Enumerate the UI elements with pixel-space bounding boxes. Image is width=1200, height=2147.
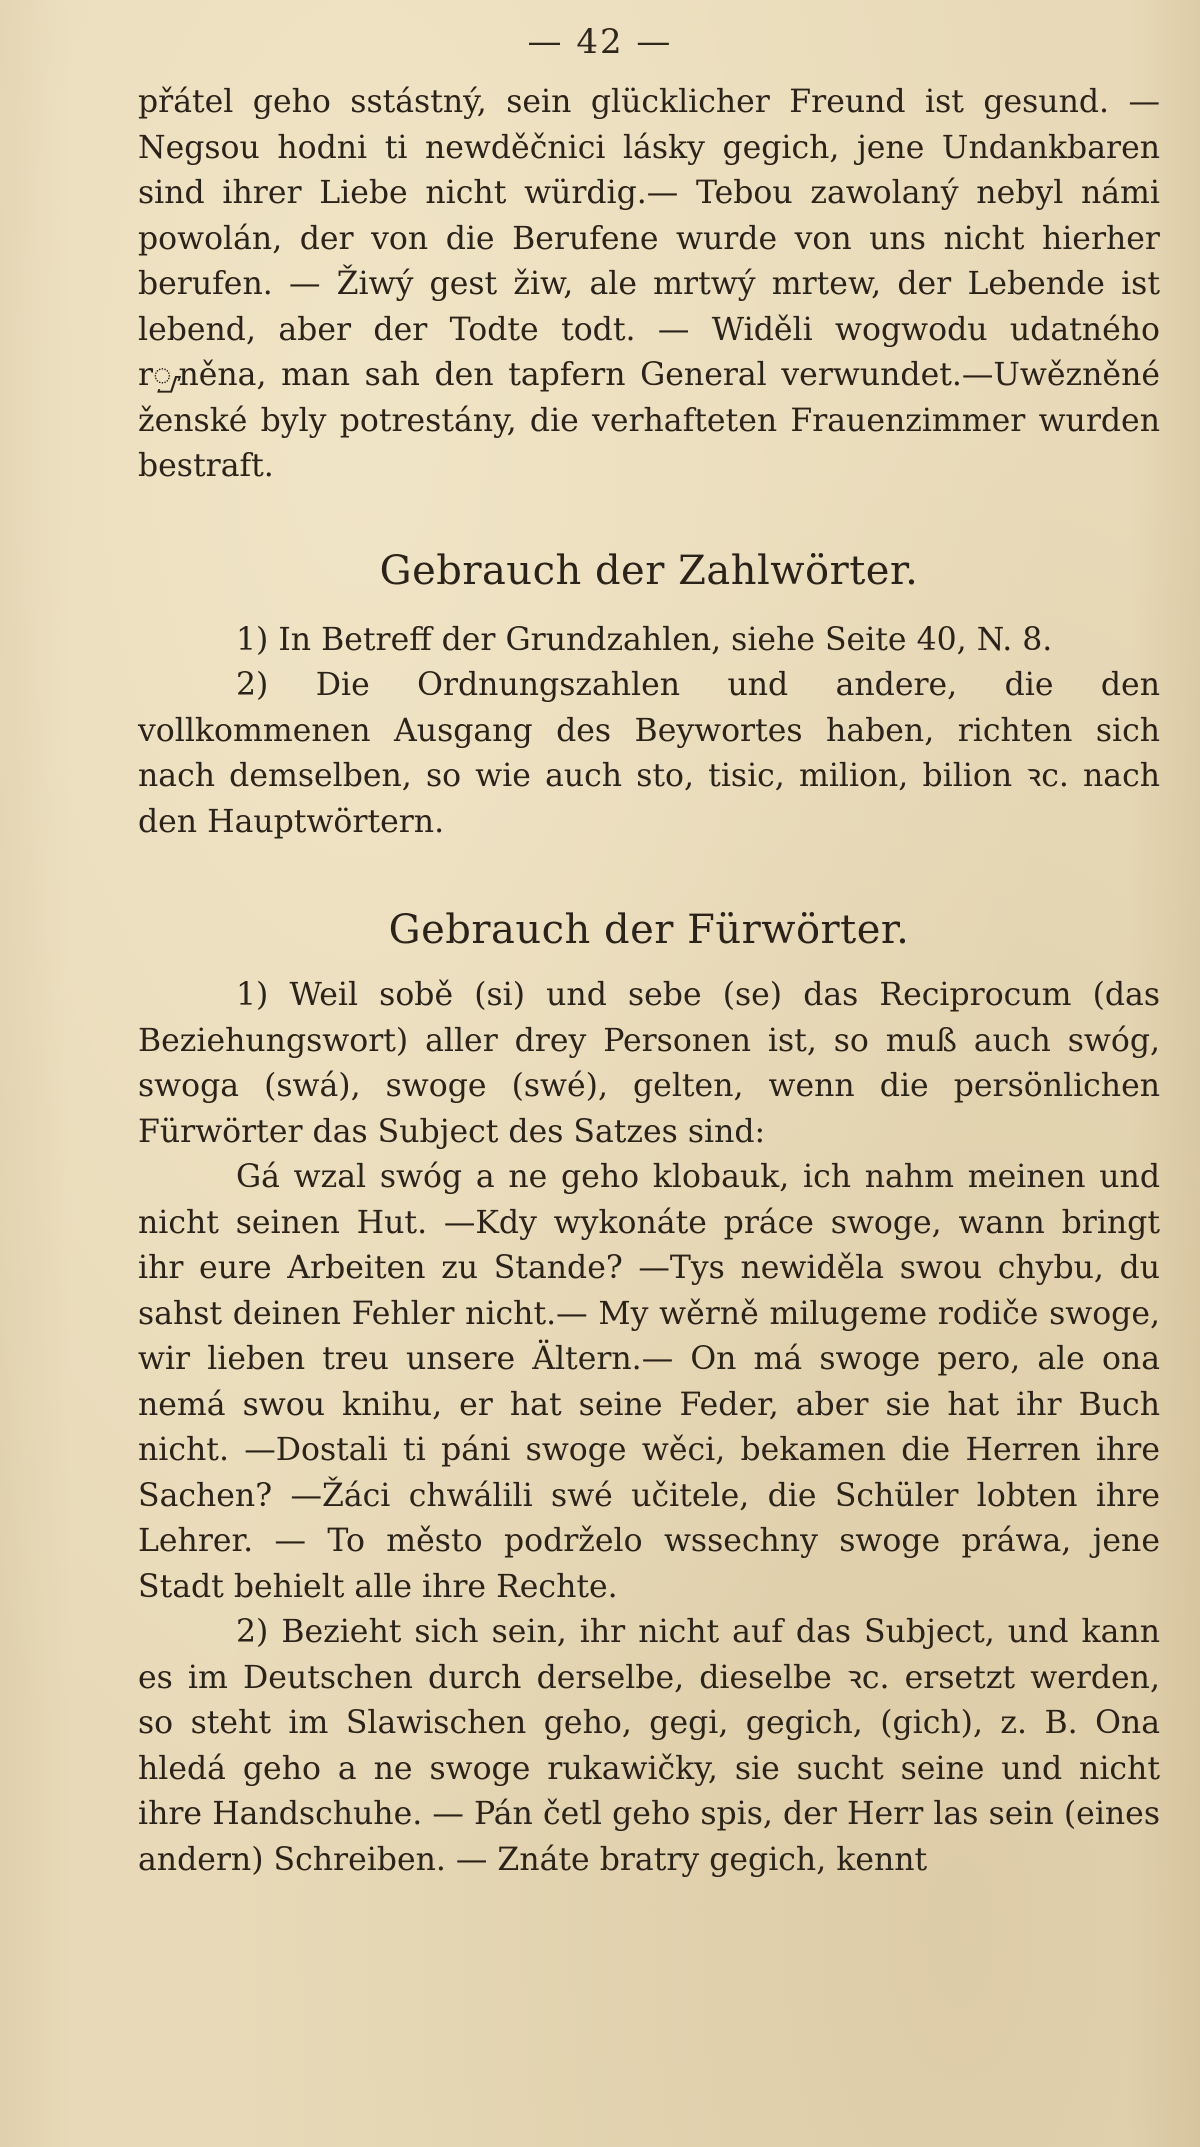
paragraph-pronouns-1: 1) Weil sobě (si) und sebe (se) das Reciprocum (das Beziehungswort) aller drey Personen ist, so muß auch swóg, swoga (swá), swoge (swé), gelten, wenn die persönlichen Fürwörter das Subject des Satzes sind: xyxy=(138,977,1160,1150)
heading-numerals: Gebrauch der Zahlwörter. xyxy=(379,547,919,594)
paragraph-pronouns-2: 2) Bezieht sich sein, ihr nicht auf das Subject, und kann es im Deutschen durch derselbe, dieselbe ꝛc. ersetzt werden, so steht im Slawischen geho, gegi, gegich, (gich), z. B. Ona hledá geho a ne swoge rukawičky, sie sucht seine und nicht ihre Handschuhe. — Pán četl geho spis, der Herr las sein (eines andern) Schreiben. — Znáte bratry gegich, kennt xyxy=(138,1614,1160,1878)
paragraph-examples: přátel geho sstástný, sein glücklicher Freund ist gesund. —Negsou hodni ti newděčnici lásky gegich, jene Undankbaren sind ihrer Liebe nicht würdig.— Tebou zawolaný nebyl námi powolán, der von die Berufene wurde von uns nicht hierher berufen. — Žiwý gest žiw, ale mrtwý mrtew, der Lebende ist lebend, aber der Todte todt. — Widěli wogwodu udatného rᮡněna, man sah den tapfern General verwundet.—Uwězněné ženské byly potrestány, die verhafteten Frauenzimmer wurden bestraft. xyxy=(138,84,1160,484)
paragraph-pronoun-examples: Gá wzal swóg a ne geho klobauk, ich nahm meinen und nicht seinen Hut. —Kdy wykonáte práce swoge, wann bringt ihr eure Arbeiten zu Stande? —Tys newiděla swou chybu, du sahst deinen Fehler nicht.— My wěrně milugeme rodiče swoge, wir lieben treu unsere Ältern.— On má swoge pero, ale ona nemá swou knihu, er hat seine Feder, aber sie hat ihr Buch nicht. —Dostali ti páni swoge wěci, bekamen die Herren ihre Sachen? —Žáci chwálili swé učitele, die Schüler lobten ihre Lehrer. — To město podrželo wssechny swoge práwa, jene Stadt behielt alle ihre Rechte. xyxy=(138,1159,1160,1605)
paragraph-numerals-1: 1) In Betreff der Grundzahlen, siehe Seite 40, N. 8. xyxy=(236,621,1053,658)
page-number: — 42 — xyxy=(527,22,673,62)
page-body xyxy=(138,80,1160,1883)
heading-pronouns: Gebrauch der Fürwörter. xyxy=(388,907,910,953)
paragraph-numerals-2: 2) Die Ordnungszahlen und andere, die den vollkommenen Ausgang des Beywortes haben, richten sich nach demselben, so wie auch sto, tisic, milion, bilion ꝛc. nach den Hauptwörtern. xyxy=(138,667,1160,840)
